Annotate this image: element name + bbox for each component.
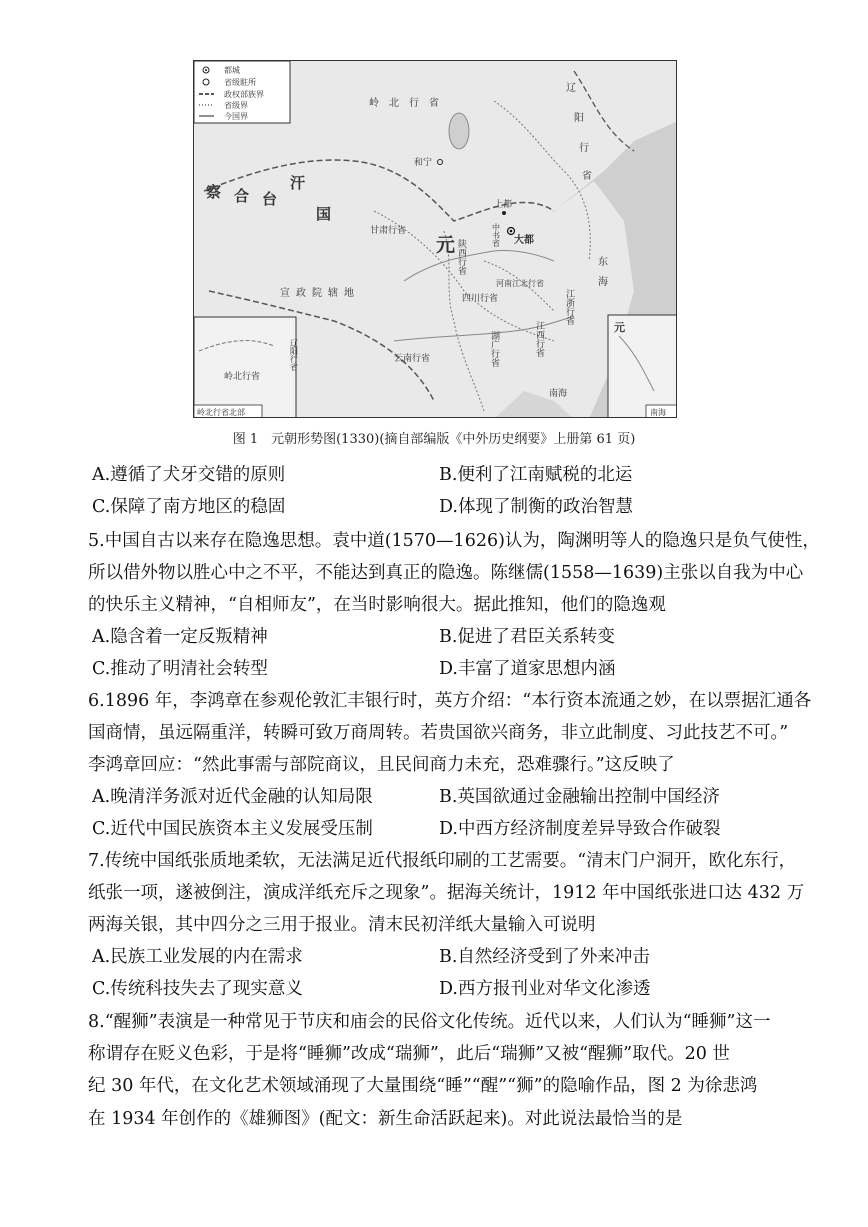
q5-option-c[interactable]: C.推动了明清社会转型 (92, 659, 268, 679)
legend-label: 都城 (224, 66, 240, 75)
q6-options (92, 781, 812, 845)
region-label: 河南江北行省 (496, 279, 544, 288)
sea-label: 南海 (549, 389, 568, 399)
region-label: 台 (262, 190, 278, 208)
question-line: 所以借外物以胜心中之不平，不能达到真正的隐逸。陈继儒(1558—1639)主张以自我为中心 (88, 563, 804, 584)
question-line: 纸张一项，遂被倒注，演成洋纸充斥之现象”。据海关统计，1912 年中国纸张进口达 432 万 (88, 883, 805, 904)
question-line: 国商情，虽远隔重洋，转瞬可致万商周转。若贵国欲兴商务，非立此制度、习此技艺不可。” (88, 723, 789, 744)
region-label: 甘肃行省 (370, 226, 407, 236)
q7-option-c[interactable]: C.传统科技失去了现实意义 (92, 979, 303, 999)
question-line: 7.传统中国纸张质地柔软，无法满足近代报纸印刷的工艺需要。“清末门户洞开，欧化东行， (88, 851, 797, 871)
question-line: 在 1934 年创作的《雄狮图》(配文：新生命活跃起来)。对此说法最恰当的是 (88, 1108, 683, 1129)
q7-options (92, 941, 812, 1005)
shangdu-marker (502, 211, 506, 215)
q6-option-c[interactable]: C.近代中国民族资本主义发展受压制 (92, 819, 373, 839)
q7-option-d[interactable]: D.西方报刊业对华文化渗透 (439, 979, 651, 999)
q4-option-d[interactable]: D.体现了制衡的政治智慧 (439, 497, 633, 517)
inset-caption: 南海 (650, 408, 666, 417)
region-label: 合 (234, 187, 250, 205)
yuan-map-figure (193, 60, 677, 418)
region-label: 察 (206, 183, 222, 201)
region-label: 宣政院辖地 (280, 288, 360, 299)
q7-option-a[interactable]: A.民族工业发展的内在需求 (92, 947, 303, 967)
q5-option-a[interactable]: A.隐含着一定反叛精神 (92, 627, 268, 647)
region-label: 阳 (574, 113, 584, 124)
question-7-stem (88, 845, 806, 942)
q4-options (92, 459, 812, 523)
region-label: 行 (579, 143, 589, 154)
figure-caption: 图 1 元朝形势图(1330)(摘自部编版《中外历史纲要》上册第 61 页) (232, 432, 636, 447)
region-label: 岭北行省 (369, 98, 449, 109)
region-label: 元 (436, 234, 456, 256)
question-line: 6.1896 年，李鸿章在参观伦敦汇丰银行时，英方介绍：“本行资本流通之妙，在以票据汇通各 (88, 691, 812, 711)
region-label: 省 (582, 171, 592, 182)
region-label: 云南行省 (394, 354, 431, 364)
city-label: 上都 (494, 200, 513, 210)
region-label: 汗 (290, 174, 306, 192)
q4-option-c[interactable]: C.保障了南方地区的稳固 (92, 497, 286, 517)
q6-option-b[interactable]: B.英国欲通过金融输出控制中国经济 (439, 787, 720, 807)
question-line: 5.中国自古以来存在隐逸思想。袁中道(1570—1626)认为，陶渊明等人的隐逸只是负气使性， (88, 531, 820, 551)
region-label: 国 (316, 205, 332, 223)
region-label: 辽 (566, 83, 576, 94)
inset-label: 岭北行省 (224, 372, 261, 382)
sea-label: 东海 (595, 256, 607, 296)
inset-label: 元 (614, 321, 625, 334)
legend-label: 省级界 (224, 101, 248, 110)
question-line: 纪 30 年代，在文化艺术领域涌现了大量围绕“睡”“醒”“狮”的隐喻作品，图 2 为徐悲鸿 (88, 1076, 758, 1097)
region-label: 陕西行省 (456, 239, 466, 275)
question-line: 两海关银，其中四分之三用于报业。清末民初洋纸大量输入可说明 (88, 915, 596, 936)
region-label: 湖广行省 (489, 331, 499, 367)
city-label: 和宁 (414, 158, 433, 168)
legend-label: 政权部族界 (224, 90, 264, 99)
q4-option-b[interactable]: B.便利了江南赋税的北运 (439, 465, 633, 485)
legend-label: 今国界 (224, 112, 248, 121)
question-line: 8.“醒狮”表演是一种常见于节庆和庙会的民俗文化传统。近代以来，人们认为“睡狮”这一 (88, 1012, 771, 1032)
lake (449, 113, 469, 149)
q6-option-d[interactable]: D.中西方经济制度差异导致合作破裂 (439, 819, 721, 839)
city-label: 大都 (514, 235, 534, 246)
question-6-stem (88, 685, 812, 782)
question-line: 李鸿章回应：“然此事需与部院商议，且民间商力未充，恐难骤行。”这反映了 (88, 755, 675, 776)
question-8-stem (88, 1006, 806, 1135)
inset-left (194, 317, 296, 418)
map-graphic (194, 61, 677, 418)
question-line: 的快乐主义精神，“自相师友”，在当时影响很大。据此推知，他们的隐逸观 (88, 595, 666, 616)
inset-label: 辽阳行省 (289, 339, 299, 371)
legend-label: 省级駐所 (224, 78, 256, 87)
region-label: 江浙行省 (564, 289, 574, 325)
region-label: 中书省 (491, 223, 501, 247)
q7-option-b[interactable]: B.自然经济受到了外来冲击 (439, 947, 650, 967)
q5-option-d[interactable]: D.丰富了道家思想内涵 (439, 659, 616, 679)
inset-caption: 岭北行省北部 (197, 408, 245, 417)
q5-options (92, 621, 812, 685)
q5-option-b[interactable]: B.促进了君臣关系转变 (439, 627, 615, 647)
q4-option-a[interactable]: A.遵循了犬牙交错的原则 (92, 465, 286, 485)
question-line: 称谓存在贬义色彩，于是将“睡狮”改成“瑞狮”，此后“瑞狮”又被“醒狮”取代。20 世 (88, 1044, 730, 1065)
region-label: 四川行省 (462, 294, 499, 304)
region-label: 江西行省 (534, 321, 544, 357)
question-5-stem (88, 525, 820, 622)
q6-option-a[interactable]: A.晚清洋务派对近代金融的认知局限 (92, 787, 373, 807)
